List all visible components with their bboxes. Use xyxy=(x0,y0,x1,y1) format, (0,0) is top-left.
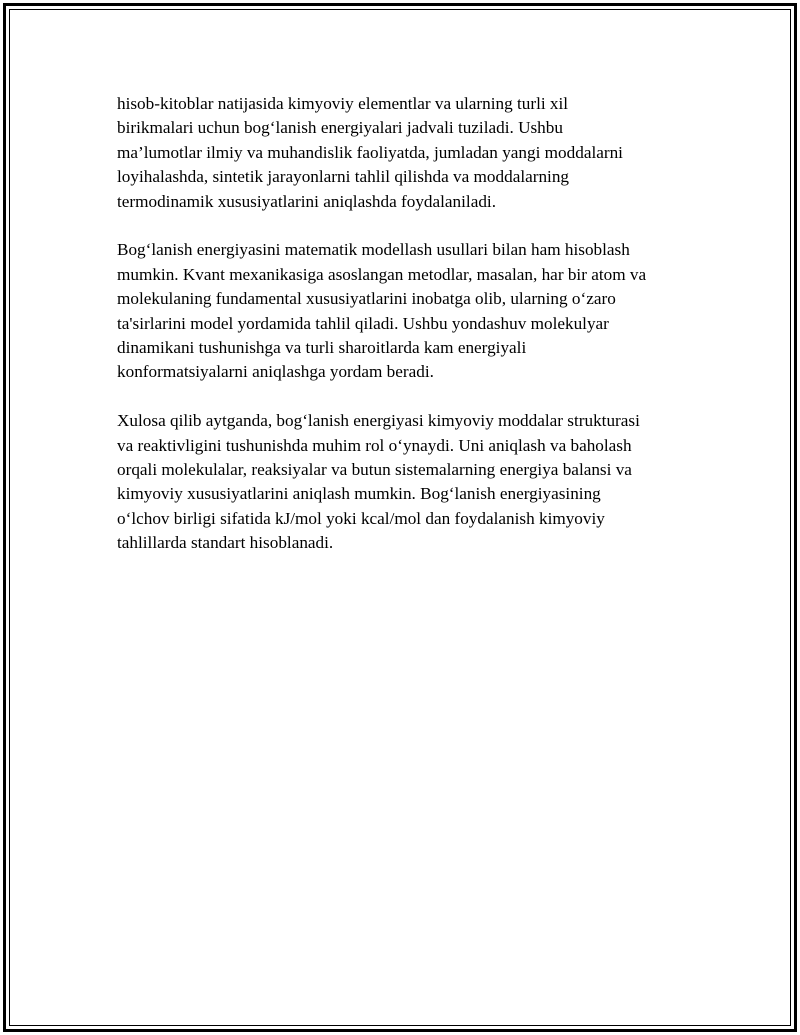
paragraph-modelling xyxy=(117,238,707,384)
text-line: termodinamik xususiyatlarini aniqlashda foydalaniladi. xyxy=(117,191,496,211)
text-line: mumkin. Kvant mexanikasiga asoslangan metodlar, masalan, har bir atom va xyxy=(117,264,647,284)
text-line: konformatsiyalarni aniqlashga yordam beradi. xyxy=(117,362,434,382)
text-line: ta'sirlarini model yordamida tahlil qiladi. Ushbu yondashuv molekulyar xyxy=(117,313,609,333)
text-line: loyihalashda, sintetik jarayonlarni tahlil qilishda va moddalarning xyxy=(117,167,570,187)
document-body xyxy=(117,92,707,580)
text-line: molekulaning fundamental xususiyatlarini inobatga olib, ularning o‘zaro xyxy=(117,289,616,309)
text-line: tahlillarda standart hisoblanadi. xyxy=(117,533,334,553)
paragraph-intro-continuation xyxy=(117,92,707,214)
paragraph-conclusion xyxy=(117,409,707,555)
text-line: orqali molekulalar, reaksiyalar va butun sistemalarning energiya balansi va xyxy=(117,460,632,480)
text-line: dinamikani tushunishga va turli sharoitlarda kam energiyali xyxy=(117,338,527,358)
text-line: birikmalari uchun bog‘lanish energiyalari jadvali tuziladi. Ushbu xyxy=(117,118,563,138)
text-line: va reaktivligini tushunishda muhim rol o‘ynaydi. Uni aniqlash va baholash xyxy=(117,435,632,455)
text-line: Bog‘lanish energiyasini matematik modellash usullari bilan ham hisoblash xyxy=(117,240,630,260)
text-line: Xulosa qilib aytganda, bog‘lanish energiyasi kimyoviy moddalar strukturasi xyxy=(117,411,640,431)
text-line: o‘lchov birligi sifatida kJ/mol yoki kcal/mol dan foydalanish kimyoviy xyxy=(117,508,605,528)
text-line: hisob-kitoblar natijasida kimyoviy elementlar va ularning turli xil xyxy=(117,94,569,113)
text-line: ma’lumotlar ilmiy va muhandislik faoliyatda, jumladan yangi moddalarni xyxy=(117,142,623,162)
text-line: kimyoviy xususiyatlarini aniqlash mumkin. Bog‘lanish energiyasining xyxy=(117,484,601,504)
